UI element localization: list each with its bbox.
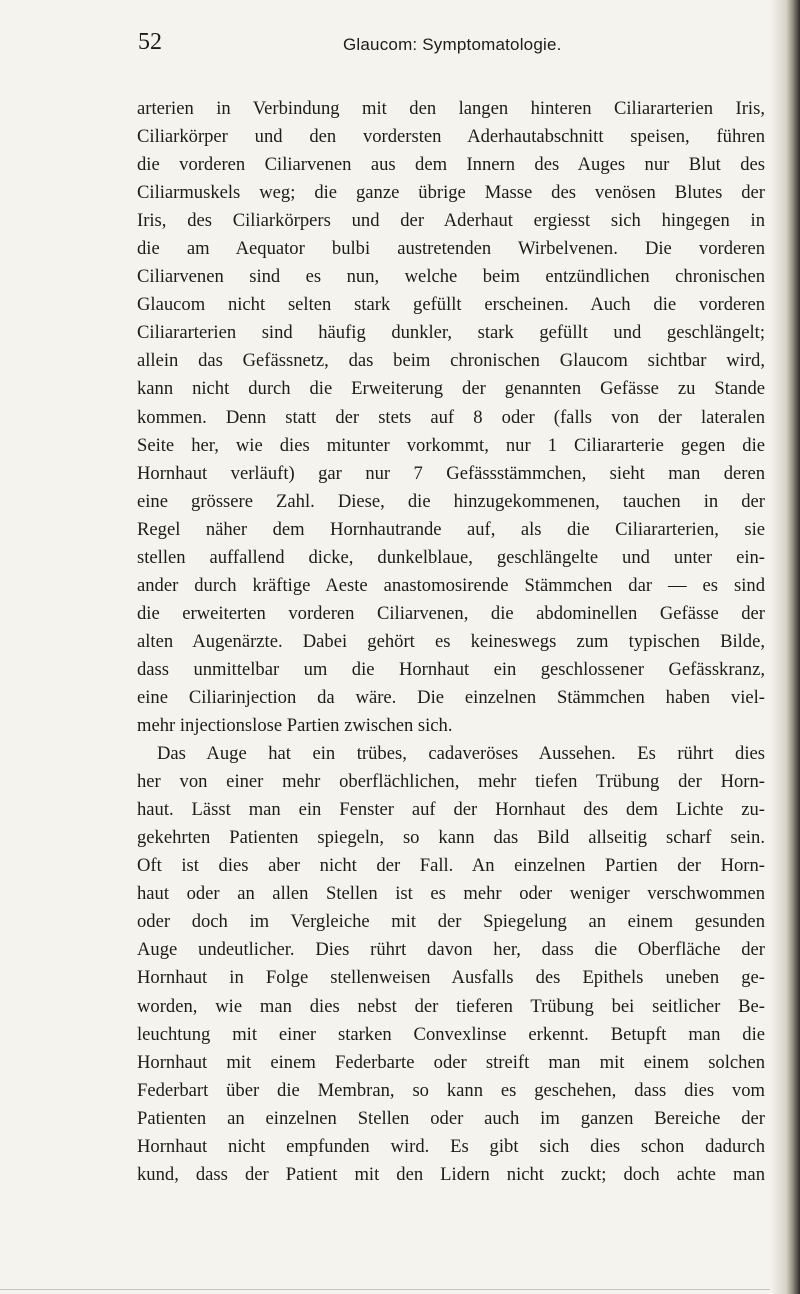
text-line: Hornhaut verläuft) gar nur 7 Gefässstämmchen, sieht man deren (137, 462, 765, 484)
text-line: kann nicht durch die Erweiterung der genannten Gefässe zu Stande (137, 378, 765, 400)
text-line: arterien in Verbindung mit den langen hinteren Ciliararterien Iris, (137, 98, 765, 119)
text-line: leuchtung mit einer starken Convexlinse erkennt. Betupft man die (137, 1023, 765, 1045)
text-line: Hornhaut nicht empfunden wird. Es gibt sich dies schon dadurch (137, 1135, 765, 1157)
text-line: gekehrten Patienten spiegeln, so kann das Bild allseitig scharf sein. (137, 827, 765, 849)
text-line: Ciliarmuskels weg; die ganze übrige Masse des venösen Blutes der (137, 182, 765, 204)
text-line: die am Aequator bulbi austretenden Wirbelvenen. Die vorderen (137, 238, 765, 260)
text-line: eine Ciliarinjection da wäre. Die einzelnen Stämmchen haben viel- (137, 686, 765, 708)
text-line: alten Augenärzte. Dabei gehört es keineswegs zum typischen Bilde, (137, 630, 765, 652)
text-line: ander durch kräftige Aeste anastomosirende Stämmchen dar — es sind (137, 574, 765, 596)
text-line: kund, dass der Patient mit den Lidern nicht zuckt; doch achte man (137, 1163, 765, 1185)
text-line: Oft ist dies aber nicht der Fall. An einzelnen Partien der Horn- (137, 855, 765, 877)
text-line: stellen auffallend dicke, dunkelblaue, geschlängelte und unter ein- (137, 546, 765, 568)
body-text (137, 95, 765, 1189)
text-line: die erweiterten vorderen Ciliarvenen, die abdominellen Gefässe der (137, 602, 765, 624)
scan-bottom-edge (0, 1289, 770, 1290)
text-line: worden, wie man dies nebst der tieferen Trübung bei seitlicher Be- (137, 995, 765, 1017)
text-line: kommen. Denn statt der stets auf 8 oder (falls von der lateralen (137, 406, 765, 428)
text-line: Seite her, wie dies mitunter vorkommt, nur 1 Ciliararterie gegen die (137, 434, 765, 456)
text-line: Auge undeutlicher. Dies rührt davon her, dass die Oberfläche der (137, 939, 765, 961)
text-line: die vorderen Ciliarvenen aus dem Innern des Auges nur Blut des (137, 154, 765, 176)
text-line: haut. Lässt man ein Fenster auf der Hornhaut des dem Lichte zu- (137, 799, 765, 821)
page-gutter-shadow (770, 0, 786, 1294)
text-line: Ciliarkörper und den vordersten Aderhautabschnitt speisen, führen (137, 126, 765, 148)
page-header (138, 22, 772, 62)
text-line: Ciliarvenen sind es nun, welche beim entzündlichen chronischen (137, 266, 765, 288)
text-line: Hornhaut in Folge stellenweisen Ausfalls des Epithels uneben ge- (137, 967, 765, 989)
text-line: Iris, des Ciliarkörpers und der Aderhaut ergiesst sich hingegen in (137, 210, 765, 232)
scan-page-edge (786, 0, 800, 1294)
text-line: Patienten an einzelnen Stellen oder auch im ganzen Bereiche der (137, 1107, 765, 1129)
paragraph-start-line: Das Auge hat ein trübes, cadaveröses Aussehen. Es rührt dies (157, 743, 765, 765)
text-line: eine grössere Zahl. Diese, die hinzugekommenen, tauchen in der (137, 490, 765, 512)
text-line: Ciliararterien sind häufig dunkler, stark gefüllt und geschlängelt; (137, 322, 765, 344)
text-line: Federbart über die Membran, so kann es geschehen, dass dies vom (137, 1079, 765, 1101)
text-line: oder doch im Vergleiche mit der Spiegelung an einem gesunden (137, 911, 765, 933)
text-line: Glaucom nicht selten stark gefüllt erscheinen. Auch die vorderen (137, 294, 765, 316)
paragraph-end-line: mehr injectionslose Partien zwischen sich. (137, 715, 453, 737)
text-line: Regel näher dem Hornhautrande auf, als die Ciliararterien, sie (137, 518, 765, 540)
text-line: allein das Gefässnetz, das beim chronischen Glaucom sichtbar wird, (137, 350, 765, 372)
text-line: her von einer mehr oberflächlichen, mehr tiefen Trübung der Horn- (137, 771, 765, 793)
page-number: 52 (138, 29, 162, 55)
text-line: dass unmittelbar um die Hornhaut ein geschlossener Gefässkranz, (137, 658, 765, 680)
text-line: Hornhaut mit einem Federbarte oder streift man mit einem solchen (137, 1051, 765, 1073)
text-line: haut oder an allen Stellen ist es mehr oder weniger verschwommen (137, 883, 765, 905)
running-title: Glaucom: Symptomatologie. (343, 35, 562, 54)
